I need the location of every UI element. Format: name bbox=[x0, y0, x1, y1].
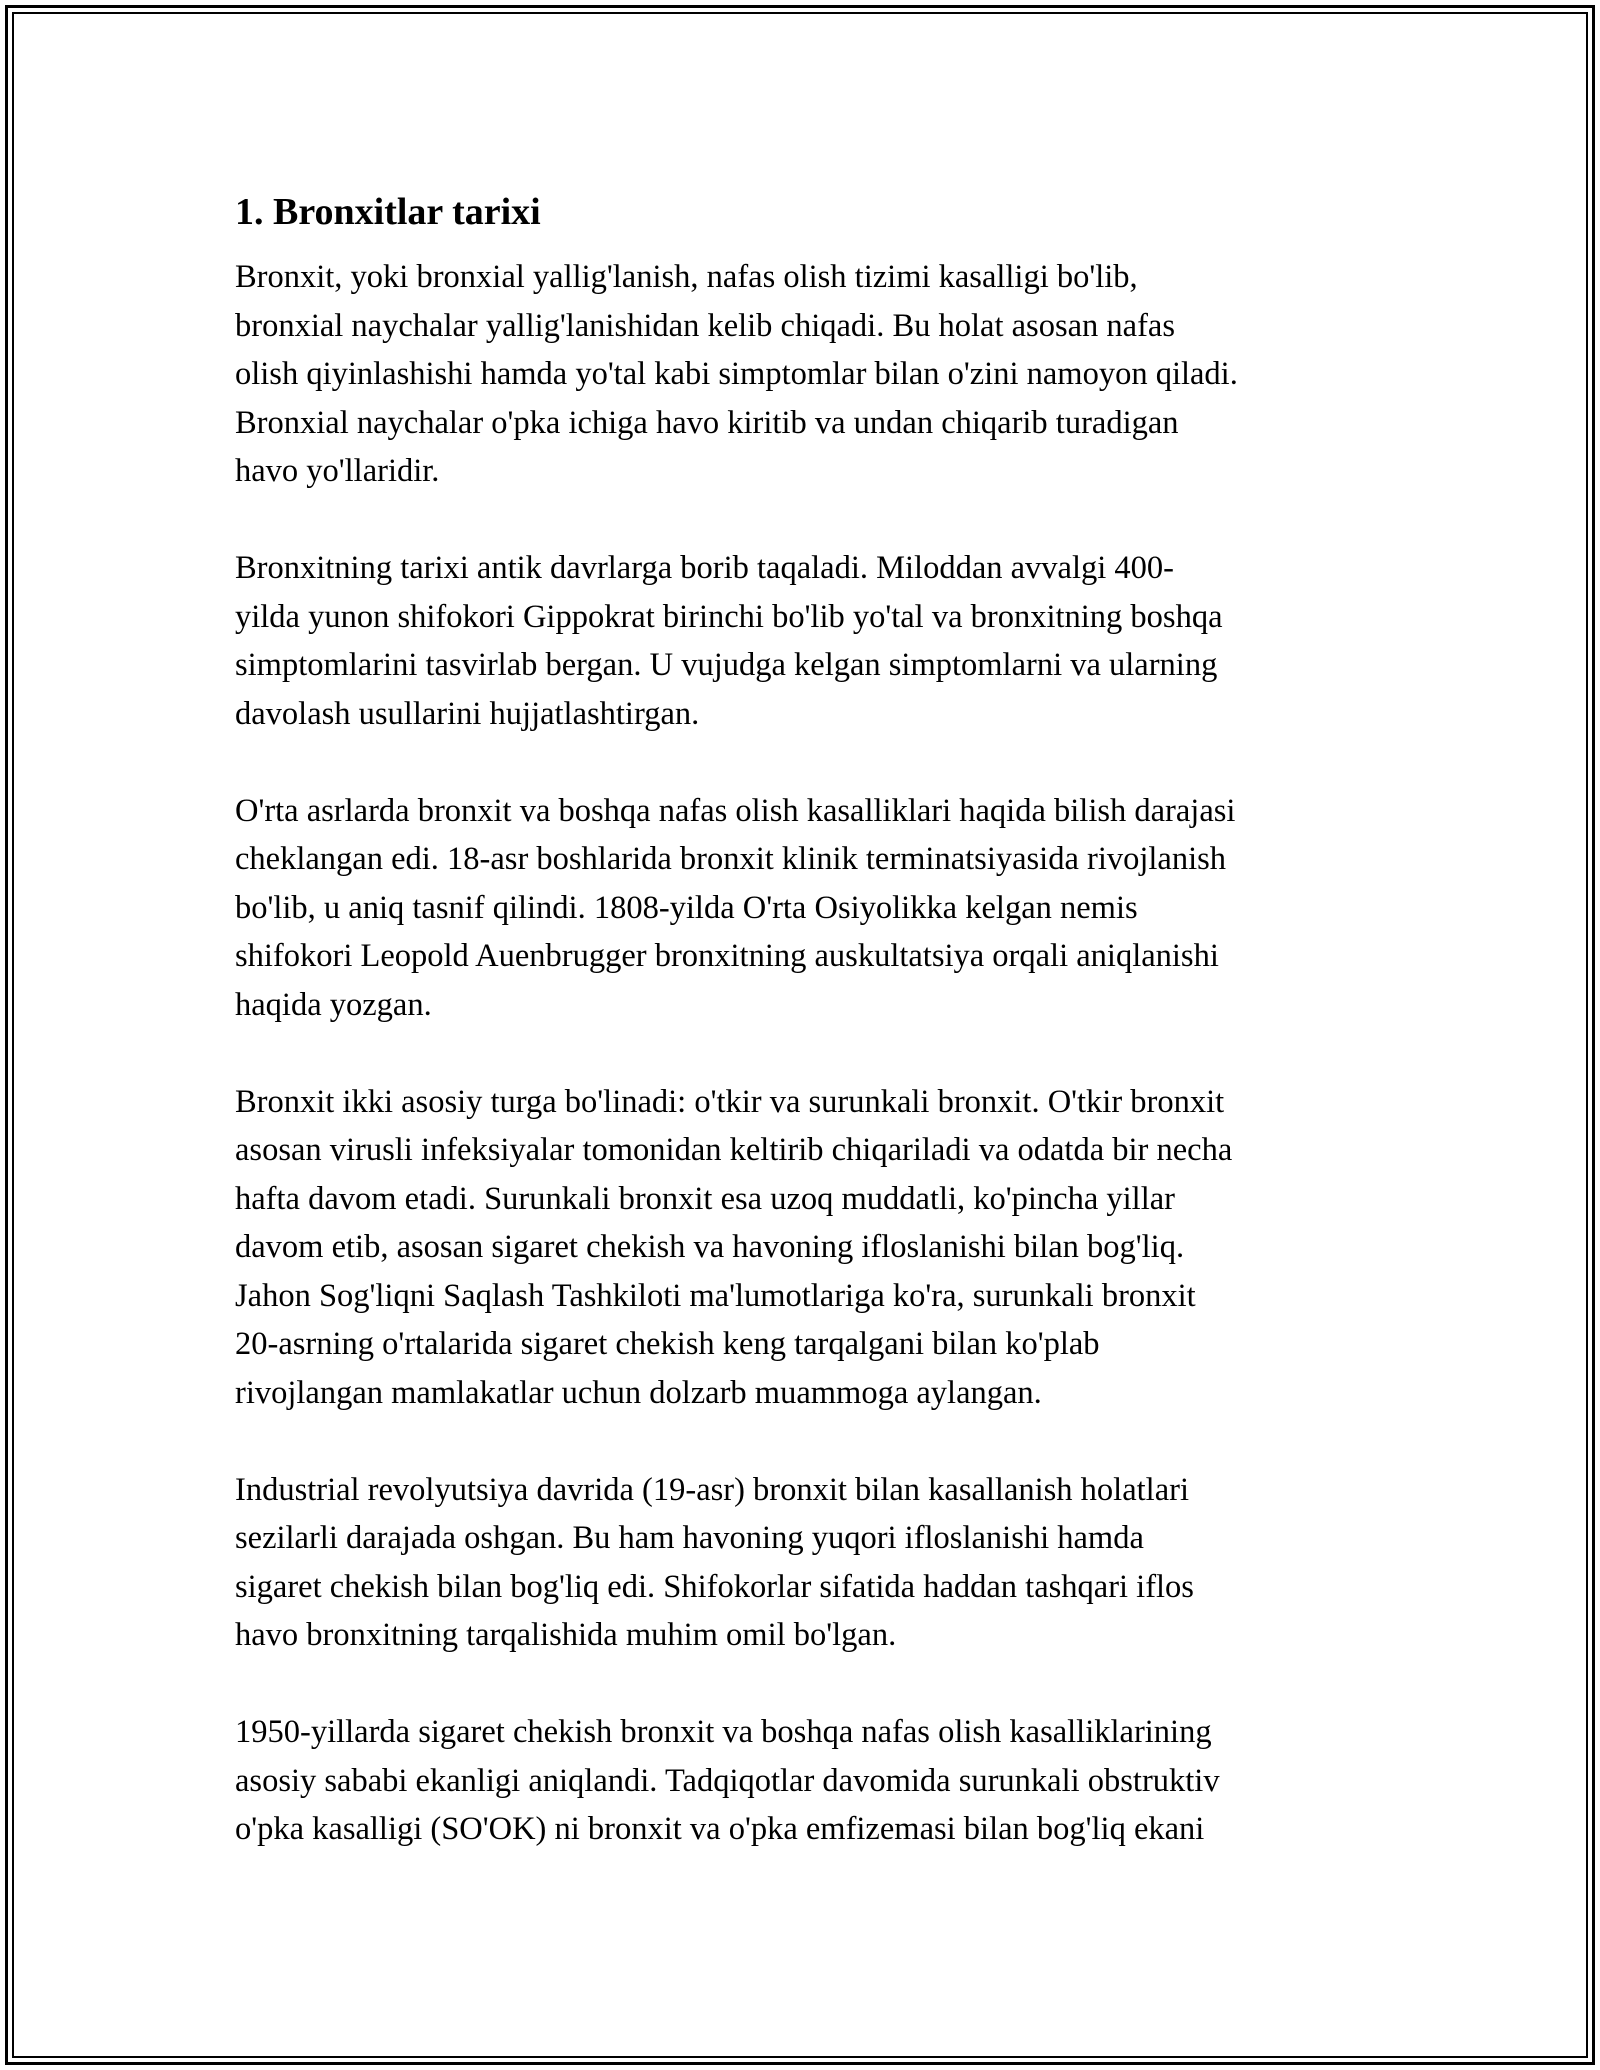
document-body bbox=[235, 185, 1385, 1902]
paragraph: O'rta asrlarda bronxit va boshqa nafas olish kasalliklari haqida bilish darajasi cheklangan edi. 18-asr boshlarida bronxit klinik terminatsiyasida rivojlanish bo'lib, u aniq tasnif qilindi. 1808-yilda O'rta Osiyolikka kelgan nemis shifokori Leopold Auenbrugger bronxitning auskultatsiya orqali aniqlanishi haqida yozgan. bbox=[235, 792, 1236, 1023]
paragraph: Industrial revolyutsiya davrida (19-asr) bronxit bilan kasallanish holatlari sezilarli darajada oshgan. Bu ham havoning yuqori ifloslanishi hamda sigaret chekish bilan bog'liq edi. Shifokorlar sifatida haddan tashqari iflos havo bronxitning tarqalishida muhim omil bo'lgan. bbox=[235, 1471, 1194, 1653]
paragraph: Bronxitning tarixi antik davrlarga borib taqaladi. Miloddan avvalgi 400- yilda yunon shifokori Gippokrat birinchi bo'lib yo'tal va bronxitning boshqa simptomlarini tasvirlab bergan. U vujudga kelgan simptomlarni va ularning davolash usullarini hujjatlashtirgan. bbox=[235, 550, 1223, 732]
paragraph: Bronxit ikki asosiy turga bo'linadi: o'tkir va surunkali bronxit. O'tkir bronxit asosan virusli infeksiyalar tomonidan keltirib chiqariladi va odatda bir necha hafta davom etadi. Surunkali bronxit esa uzoq muddatli, ko'pincha yillar davom etib, asosan sigaret chekish va havoning ifloslanishi bilan bog'liq. Jahon Sog'liqni Saqlash Tashkiloti ma'lumotlariga ko'ra, surunkali bronxit 20-asrning o'rtalarida sigaret chekish keng tarqalgani bilan ko'plab rivojlangan mamlakatlar uchun dolzarb muammoga aylangan. bbox=[235, 1083, 1233, 1411]
paragraph: Bronxit, yoki bronxial yallig'lanish, nafas olish tizimi kasalligi bo'lib, bronxial naychalar yallig'lanishidan kelib chiqadi. Bu holat asosan nafas olish qiyinlashishi hamda yo'tal kabi simptomlar bilan o'zini namoyon qiladi. Bronxial naychalar o'pka ichiga havo kiritib va undan chiqarib turadigan havo yo'llaridir. bbox=[235, 259, 1238, 489]
section-heading: 1. Bronxitlar tarixi bbox=[235, 191, 541, 233]
paragraph: 1950-yillarda sigaret chekish bronxit va boshqa nafas olish kasalliklarining asosiy sababi ekanligi aniqlandi. Tadqiqotlar davomida surunkali obstruktiv o'pka kasalligi (SO'OK) ni bronxit va o'pka emfizemasi bilan bog'liq ekani bbox=[235, 1714, 1220, 1847]
